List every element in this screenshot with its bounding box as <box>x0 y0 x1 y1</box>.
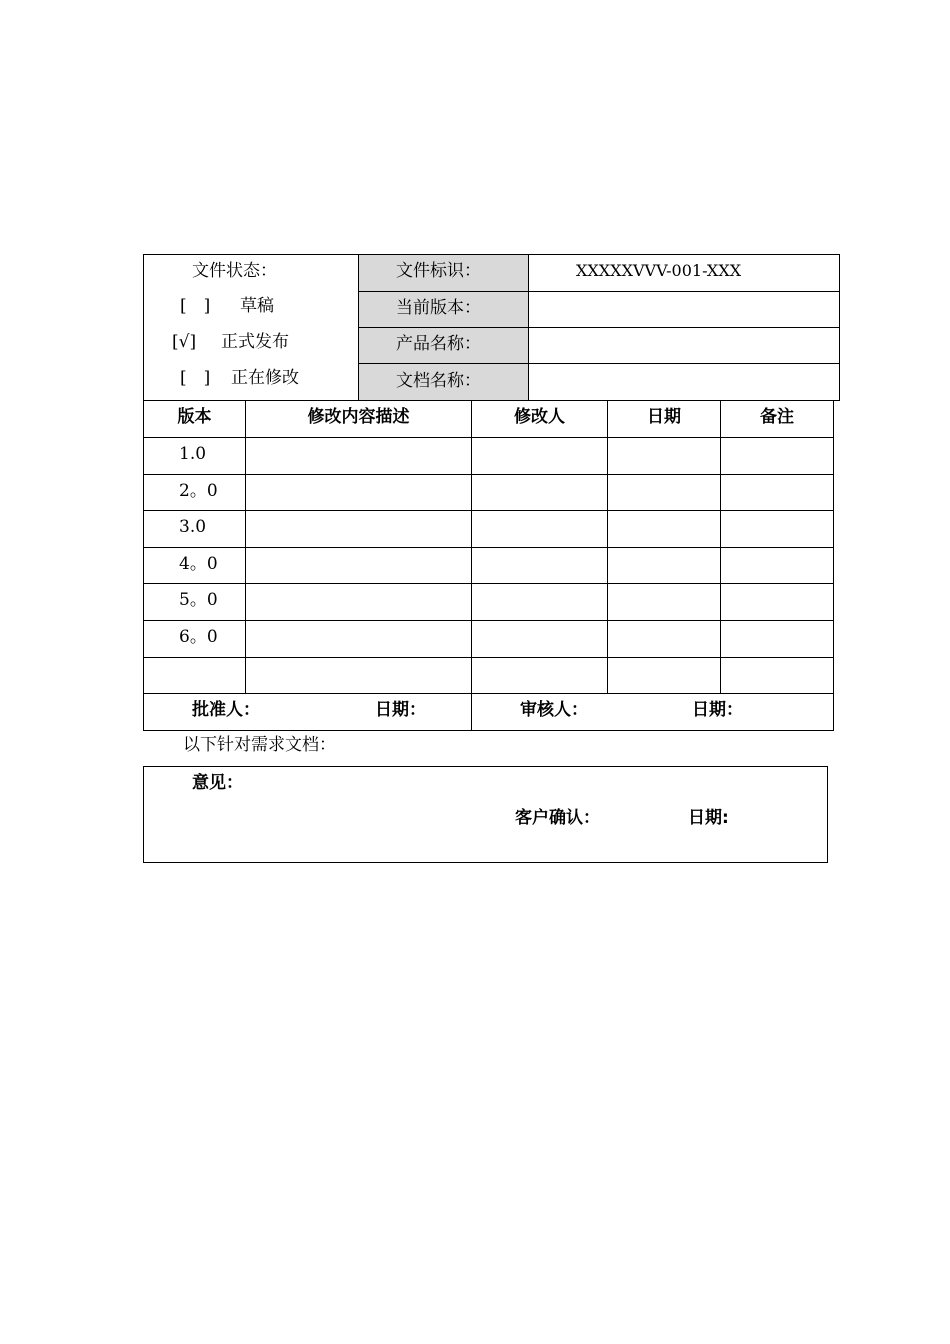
table-cell[interactable] <box>720 620 834 658</box>
revision-table <box>143 400 834 731</box>
table-cell[interactable] <box>471 657 608 695</box>
info-value-cell-id[interactable] <box>528 254 840 292</box>
header-date-label: 日期 <box>647 407 681 427</box>
opinion-label: 意见： <box>192 773 243 793</box>
table-cell[interactable] <box>143 437 246 475</box>
table-cell[interactable] <box>471 620 608 658</box>
table-cell[interactable] <box>245 547 472 585</box>
table-cell[interactable] <box>720 547 834 585</box>
info-label-id: 文件标识： <box>396 261 481 281</box>
table-cell[interactable] <box>143 510 246 548</box>
feedback-date-label: 日期: <box>688 808 729 828</box>
version-number: 4。0 <box>179 553 218 574</box>
header-version-label: 版本 <box>177 407 212 427</box>
info-label-product: 产品名称： <box>396 334 481 354</box>
status-option-draft-label: 草稿 <box>240 296 274 316</box>
info-label-cell-docname <box>358 363 529 401</box>
status-option-published-label: 正式发布 <box>221 332 289 352</box>
table-cell[interactable] <box>471 510 608 548</box>
header-modifier-label: 修改人 <box>514 407 565 427</box>
status-label: 文件状态： <box>192 261 277 281</box>
table-cell[interactable] <box>720 510 834 548</box>
info-value-cell-docname[interactable] <box>528 363 840 401</box>
info-label-cell-id <box>358 254 529 292</box>
version-number: 2。0 <box>179 480 218 501</box>
version-number: 5。0 <box>179 590 218 611</box>
table-cell[interactable] <box>607 547 721 585</box>
table-cell[interactable] <box>720 657 834 695</box>
document-info-block <box>143 254 840 401</box>
note-line: 以下针对需求文档： <box>183 735 336 755</box>
reviewer-cell[interactable] <box>471 693 834 731</box>
table-cell[interactable] <box>143 583 246 621</box>
table-cell[interactable] <box>245 474 472 512</box>
table-cell[interactable] <box>471 474 608 512</box>
reviewer-date-label: 日期： <box>692 700 743 720</box>
header-description-label: 修改内容描述 <box>307 407 410 427</box>
table-cell[interactable] <box>143 547 246 585</box>
header-description <box>245 400 472 438</box>
table-cell[interactable] <box>720 583 834 621</box>
table-cell[interactable] <box>143 620 246 658</box>
header-modifier <box>471 400 608 438</box>
reviewer-label: 审核人： <box>520 700 588 720</box>
approver-date-label: 日期： <box>375 700 426 720</box>
table-cell[interactable] <box>607 657 721 695</box>
header-version <box>143 400 246 438</box>
table-cell[interactable] <box>245 620 472 658</box>
table-cell[interactable] <box>607 620 721 658</box>
table-cell[interactable] <box>245 437 472 475</box>
approver-cell[interactable] <box>143 693 472 731</box>
header-remarks <box>720 400 834 438</box>
info-value-cell-product[interactable] <box>528 327 840 364</box>
info-label-version: 当前版本： <box>396 298 481 318</box>
customer-confirm-label: 客户确认： <box>515 808 600 828</box>
header-date <box>607 400 721 438</box>
version-number: 1.0 <box>179 444 207 464</box>
header-remarks-label: 备注 <box>760 407 794 427</box>
table-cell[interactable] <box>720 437 834 475</box>
table-cell[interactable] <box>607 474 721 512</box>
info-label-docname: 文档名称： <box>396 371 481 391</box>
table-cell[interactable] <box>607 583 721 621</box>
status-option-published-mark[interactable]: [√] <box>172 332 197 352</box>
table-cell[interactable] <box>143 657 246 695</box>
info-label-cell-version <box>358 291 529 328</box>
status-option-editing-label: 正在修改 <box>231 368 299 388</box>
table-cell[interactable] <box>471 437 608 475</box>
table-cell[interactable] <box>720 474 834 512</box>
table-cell[interactable] <box>471 583 608 621</box>
info-label-cell-product <box>358 327 529 364</box>
table-cell[interactable] <box>471 547 608 585</box>
table-cell[interactable] <box>607 437 721 475</box>
table-cell[interactable] <box>245 657 472 695</box>
table-cell[interactable] <box>607 510 721 548</box>
approval-row <box>143 693 834 731</box>
table-cell[interactable] <box>245 510 472 548</box>
version-number: 3.0 <box>179 517 207 538</box>
status-cell <box>143 254 359 401</box>
info-value-id: XXXXXVVV-001-XXX <box>576 261 742 280</box>
version-number: 6。0 <box>179 627 218 647</box>
table-cell[interactable] <box>143 474 246 512</box>
info-value-cell-version[interactable] <box>528 291 840 328</box>
status-option-editing-mark[interactable]: [ ] <box>180 368 211 388</box>
approver-label: 批准人： <box>192 700 260 720</box>
status-option-draft-mark[interactable]: [ ] <box>180 296 211 316</box>
feedback-box[interactable] <box>143 766 828 863</box>
table-cell[interactable] <box>245 583 472 621</box>
